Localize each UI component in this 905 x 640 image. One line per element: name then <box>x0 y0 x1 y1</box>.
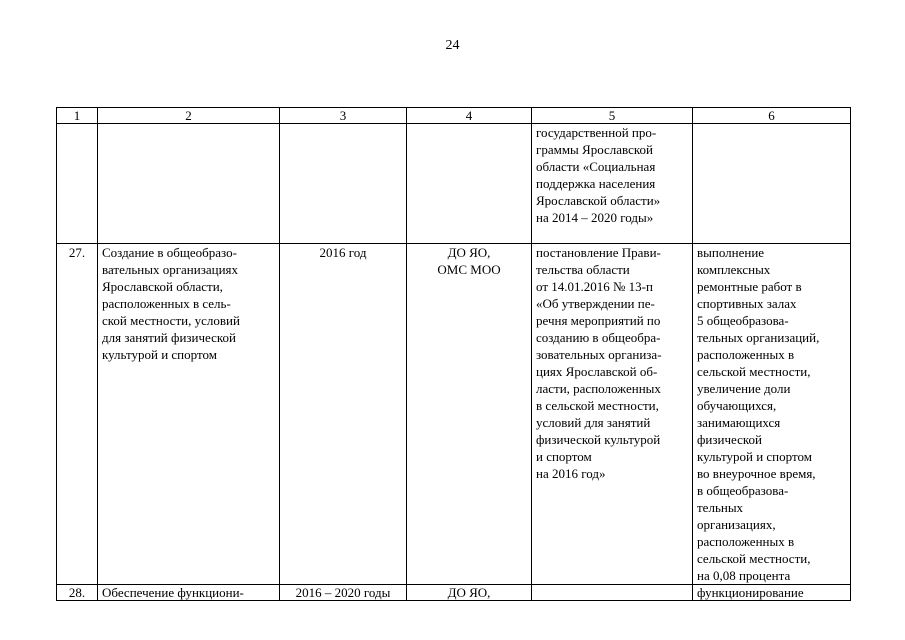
text-line: «Об утверждении пе- <box>536 296 655 311</box>
text-line: физической <box>697 432 762 447</box>
expected-result <box>693 244 851 585</box>
text-line: речня мероприятий по <box>536 313 661 328</box>
text-line: области «Социальная <box>536 159 656 174</box>
expected-result: функционирование <box>693 585 851 601</box>
cont-col-2 <box>98 124 280 244</box>
table-row-continuation <box>57 124 851 244</box>
row-number: 28. <box>57 585 98 601</box>
responsible <box>407 244 532 585</box>
text-line: 5 общеобразова- <box>697 313 789 328</box>
header-col-4: 4 <box>407 108 532 124</box>
text-line: на 2014 – 2020 годы» <box>536 210 654 225</box>
text-line: сельской местности, <box>697 364 811 379</box>
legal-basis <box>532 244 693 585</box>
text-line: спортивных залах <box>697 296 797 311</box>
text-line: занимающихся <box>697 415 781 430</box>
table-header-row <box>57 108 851 124</box>
text-line: на 0,08 процента <box>697 568 791 583</box>
deadline: 2016 год <box>280 244 407 585</box>
text-line: на 2016 год» <box>536 466 606 481</box>
text-line: циях Ярославской об- <box>536 364 658 379</box>
text-line: поддержка населения <box>536 176 656 191</box>
cont-col-1 <box>57 124 98 244</box>
text-line: тельных <box>697 500 744 515</box>
text-line: от 14.01.2016 № 13-п <box>536 279 653 294</box>
text-line: Ярославской области» <box>536 193 661 208</box>
text-line: для занятий физической <box>102 330 237 345</box>
text-line: ской местности, условий <box>102 313 240 328</box>
text-line: культурой и спортом <box>697 449 812 464</box>
text-line: тельных организаций, <box>697 330 820 345</box>
text-line: зовательных организа- <box>536 347 662 362</box>
deadline: 2016 – 2020 годы <box>280 585 407 601</box>
text-line: расположенных в сель- <box>102 296 231 311</box>
text-line: сельской местности, <box>697 551 811 566</box>
text-line: физической культурой <box>536 432 661 447</box>
text-line: и спортом <box>536 449 592 464</box>
text-line: комплексных <box>697 262 771 277</box>
table-row-27 <box>57 244 851 585</box>
header-col-6: 6 <box>693 108 851 124</box>
page-number: 24 <box>445 38 460 53</box>
text-line: в сельской местности, <box>536 398 659 413</box>
legal-basis <box>532 585 693 601</box>
text-line: тельства области <box>536 262 630 277</box>
text-line: ласти, расположенных <box>536 381 661 396</box>
text-line: Создание в общеобразо- <box>102 245 237 260</box>
responsible: ДО ЯО, <box>407 585 532 601</box>
text-line: увеличение доли <box>697 381 791 396</box>
measure-name: Обеспечение функциони- <box>98 585 280 601</box>
text-line: созданию в общеобра- <box>536 330 661 345</box>
row-number: 27. <box>57 244 98 585</box>
program-table <box>56 107 851 601</box>
text-line: расположенных в <box>697 534 795 549</box>
table-row-28 <box>57 585 851 601</box>
text-line: организациях, <box>697 517 776 532</box>
text-line: Ярославской области, <box>102 279 223 294</box>
text-line: ремонтные работ в <box>697 279 802 294</box>
text-line: условий для занятий <box>536 415 651 430</box>
text-line: во внеурочное время, <box>697 466 816 481</box>
text-line: в общеобразова- <box>697 483 789 498</box>
cont-col-6 <box>693 124 851 244</box>
cont-col-4 <box>407 124 532 244</box>
header-col-3: 3 <box>280 108 407 124</box>
text-line: выполнение <box>697 245 765 260</box>
text-line: культурой и спортом <box>102 347 217 362</box>
header-col-2: 2 <box>98 108 280 124</box>
text-line: ДО ЯО, <box>447 245 491 260</box>
cont-legal-basis <box>532 124 693 244</box>
text-line: постановление Прави- <box>536 245 661 260</box>
text-line: расположенных в <box>697 347 795 362</box>
text-line: вательных организациях <box>102 262 239 277</box>
text-line: государственной про- <box>536 125 657 140</box>
header-col-5: 5 <box>532 108 693 124</box>
header-col-1: 1 <box>57 108 98 124</box>
measure-name <box>98 244 280 585</box>
text-line: граммы Ярославской <box>536 142 654 157</box>
cont-col-3 <box>280 124 407 244</box>
text-line: ОМС МОО <box>437 262 501 277</box>
text-line: обучающихся, <box>697 398 777 413</box>
